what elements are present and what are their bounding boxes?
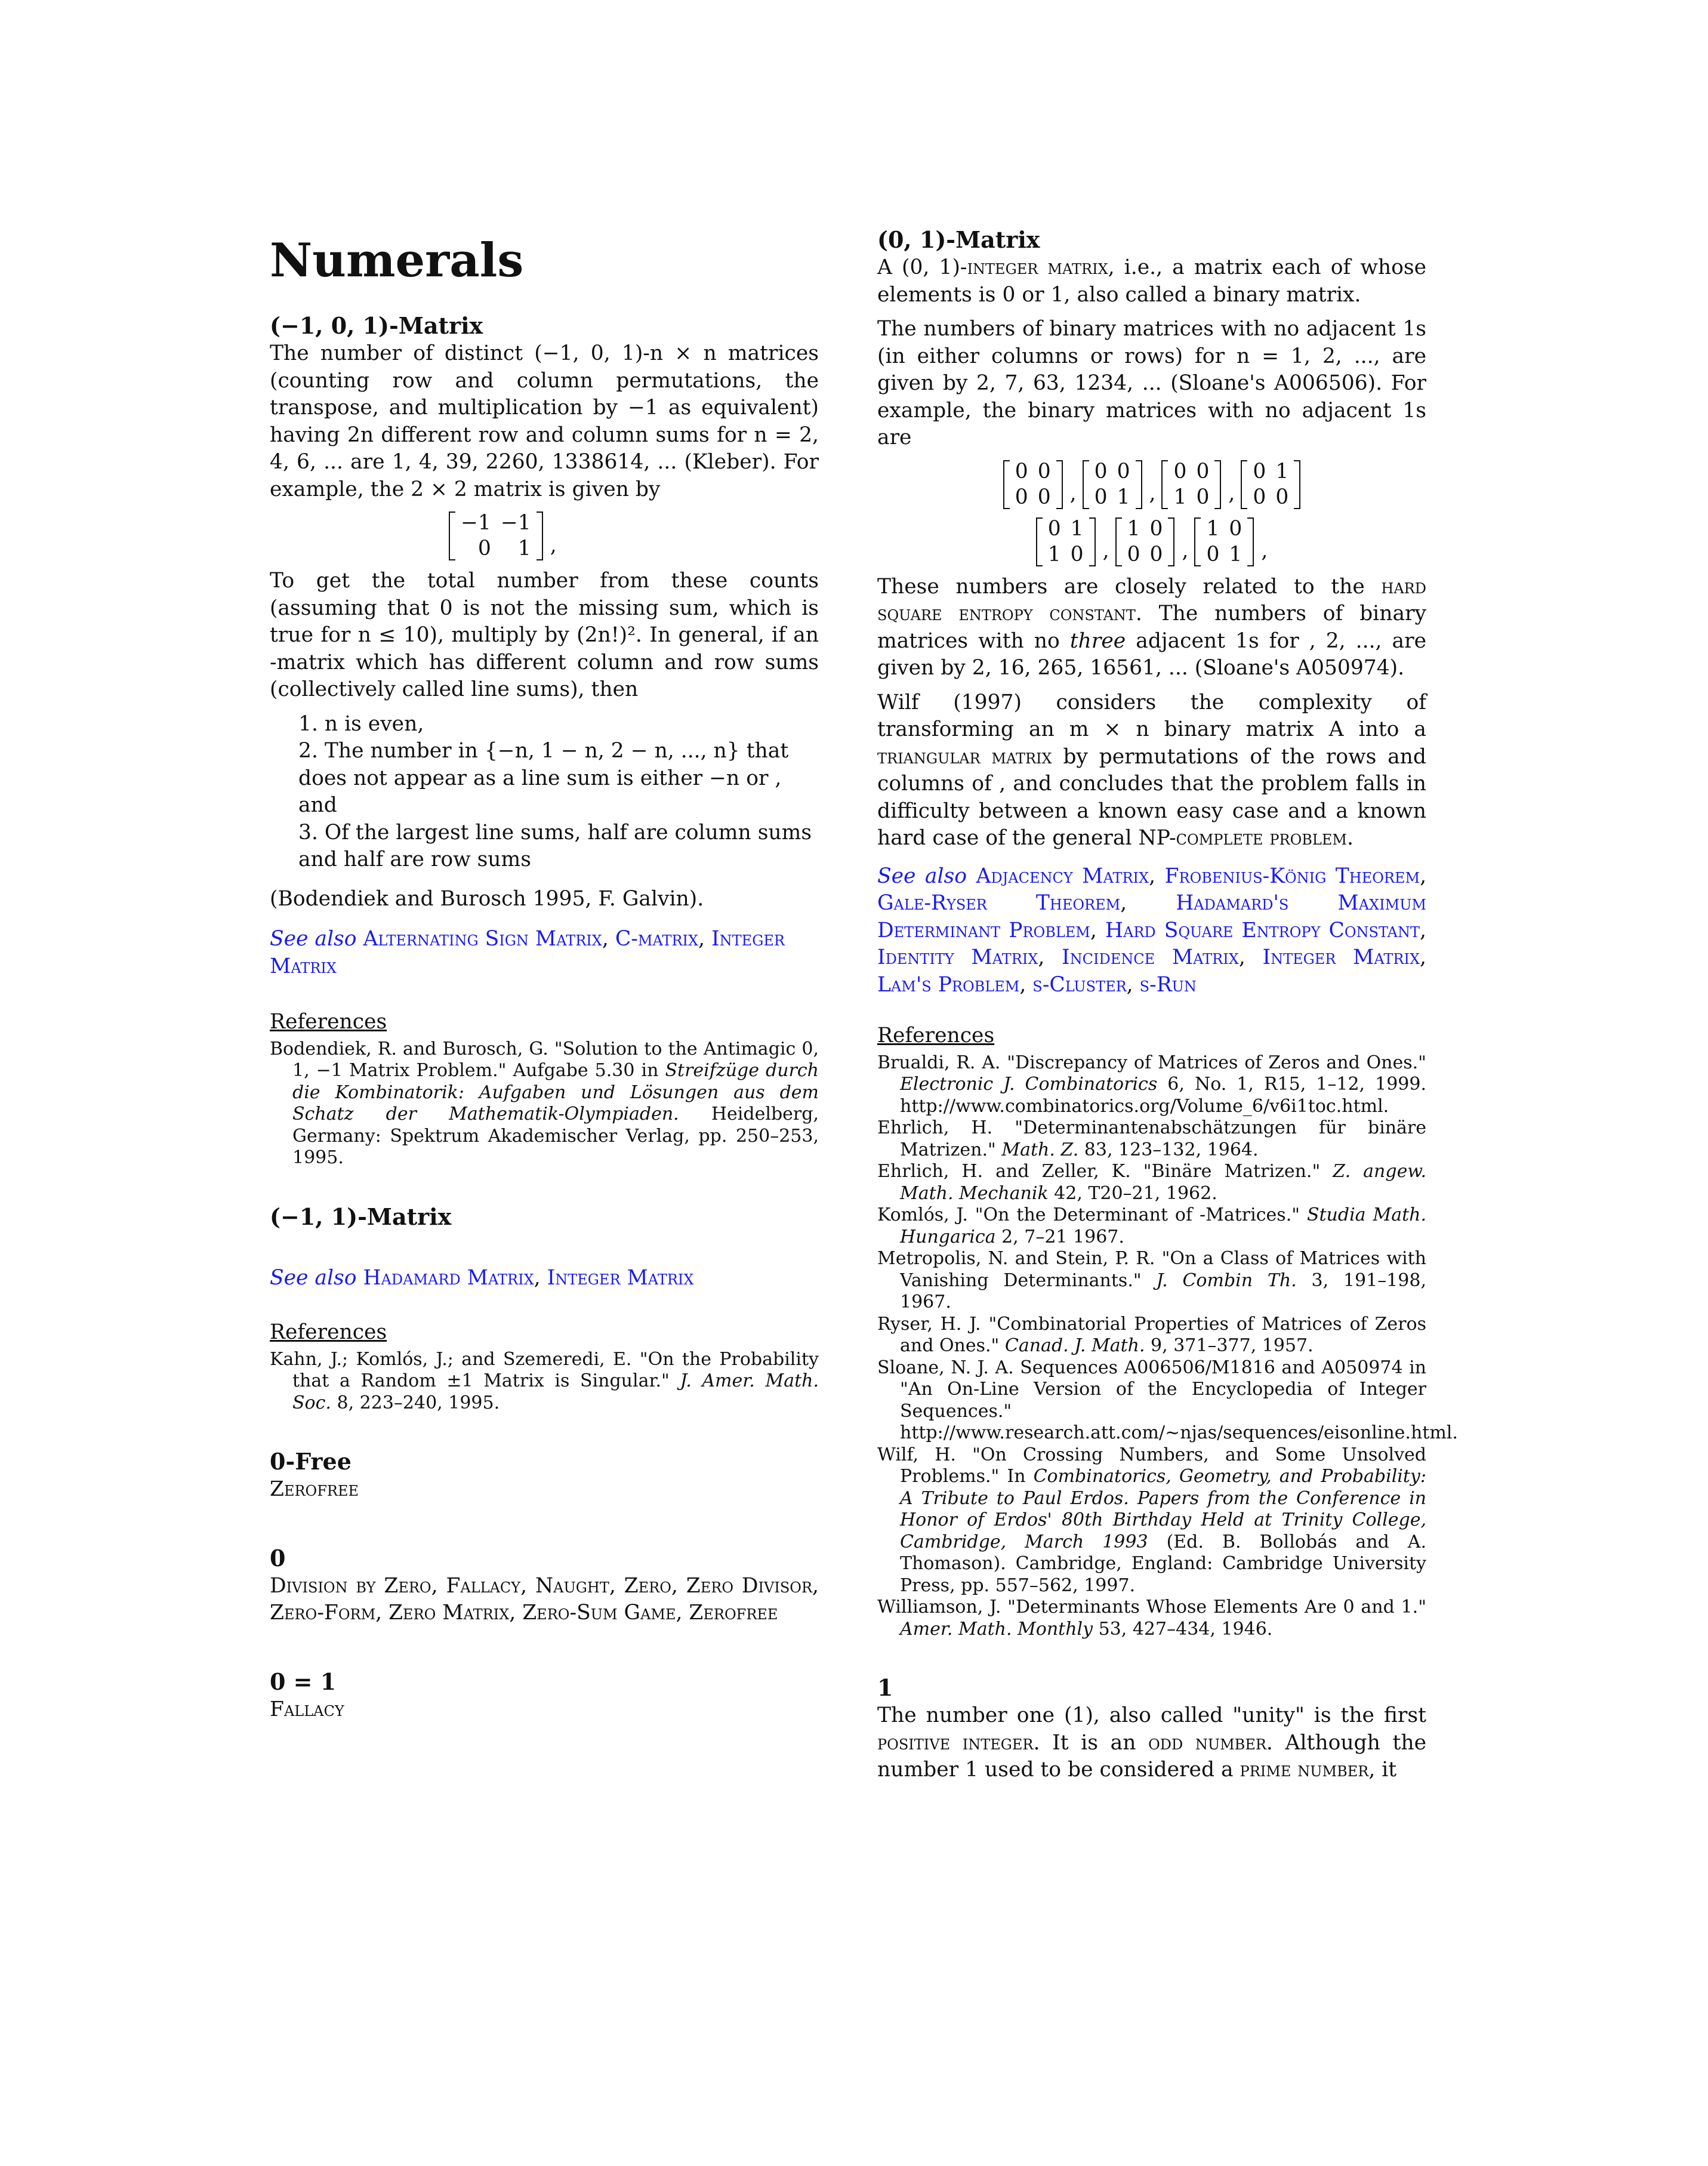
reference-item: Ehrlich, H. and Zeller, K. "Binäre Matrizen." Z. angew. Math. Mechanik 42, T20–21, 1962. bbox=[877, 1161, 1426, 1204]
link-complete-problem[interactable]: complete problem bbox=[1176, 826, 1347, 850]
entry-0-1-matrix bbox=[877, 226, 1458, 1640]
link-hard-square-entropy-constant[interactable]: Hard Square Entropy Constant bbox=[1105, 918, 1420, 942]
entry-minus1-0-1-matrix bbox=[270, 312, 819, 1169]
matrix: 1 0 0 1 bbox=[1194, 516, 1254, 568]
entry-1 bbox=[877, 1674, 1426, 1784]
reference-item: Ehrlich, H. "Determinantenabschätzungen für binäre Matrizen." Math. Z. 83, 123–132, 1964. bbox=[877, 1117, 1426, 1160]
matrix: 1 0 0 0 bbox=[1115, 516, 1175, 568]
matrix-example: −1 −1 0 1 , bbox=[449, 510, 819, 562]
link-adjacency-matrix[interactable]: Adjacency Matrix bbox=[976, 864, 1149, 888]
reference-item: Sloane, N. J. A. Sequences A006506/M1816 and A050974 in "An On-Line Version of the Encyclopedia of Integer Sequences." http://www.research.att.com/~njas/sequences/eisonline.html. bbox=[877, 1357, 1458, 1443]
reference-item: Bodendiek, R. and Burosch, G. "Solution to the Antimagic 0, 1, −1 Matrix Problem." Aufgabe 5.30 in Streifzüge durch die Kombinatorik: Aufgaben und Lösungen aus dem Schatz der Mathematik-Olympiaden. Heidelberg, Germany: Spektrum Akademischer Verlag, pp. 250–253, 1995. bbox=[270, 1038, 819, 1168]
link-hadamard-matrix[interactable]: Hadamard Matrix bbox=[363, 1265, 534, 1290]
entry-paragraph: (Bodendiek and Burosch 1995, F. Galvin). bbox=[270, 886, 704, 911]
entry-title: 0-Free bbox=[270, 1448, 352, 1475]
see-also-label: See also bbox=[270, 927, 357, 951]
matrix-list-row: 0 1 1 0 , 1 0 0 0 , 1 0 0 1 , bbox=[877, 516, 1426, 568]
entry-0 bbox=[270, 1544, 819, 1627]
list-item: 3. Of the largest line sums, half are column sums and half are row sums bbox=[298, 820, 812, 871]
link-hadamards-maximum-determinant-problem[interactable]: Hadamard's Maximum Determinant Problem bbox=[877, 891, 1426, 942]
matrix: 0 1 1 0 bbox=[1036, 516, 1096, 568]
link-integer-matrix[interactable]: Integer Matrix bbox=[1262, 945, 1420, 969]
entry-paragraph: To get the total number from these counts (assuming that 0 is not the missing sum, which is true for n ≤ 10), multiply by (2n!)². In general, if an -matrix which has different column and row sums (collectively called line sums), then bbox=[270, 569, 819, 701]
entry-paragraph: The numbers of binary matrices with no adjacent 1s (in either columns or rows) for n = 1, 2, ..., are given by 2, 7, 63, 1234, ... (Sloane's A006506). For example, the binary matrices with no adjacent 1s are bbox=[877, 317, 1426, 449]
matrix: 0 0 0 1 bbox=[1083, 459, 1142, 510]
link-integer-matrix[interactable]: integer matrix bbox=[967, 255, 1108, 279]
entry-paragraph: The number of distinct (−1, 0, 1)-n × n matrices (counting row and column permutations, the transpose, and multiplication by −1 as equivalent) having 2n different row and column sums for n = 2, 4, 6, ... are 1, 4, 39, 2260, 1338614, ... (Kleber). For example, the 2 × 2 matrix is given by bbox=[270, 341, 819, 501]
entry-title: 0 = 1 bbox=[270, 1668, 337, 1695]
link-integer-matrix[interactable]: Integer Matrix bbox=[547, 1265, 694, 1290]
entry-title: 0 bbox=[270, 1544, 286, 1572]
link-s-cluster[interactable]: s-Cluster bbox=[1032, 972, 1127, 997]
references-heading: References bbox=[270, 1320, 387, 1344]
matrix-cell: −1 bbox=[500, 511, 531, 535]
link-gale-ryser-theorem[interactable]: Gale-Ryser Theorem bbox=[877, 891, 1121, 915]
entry-paragraph: Wilf (1997) considers the complexity of transforming an m × n binary matrix A into a triangular matrix by permutations of the rows and columns of , and concludes that the problem falls in difficulty between a known easy case and a known hard case of the general NP-complete problem. bbox=[877, 690, 1426, 850]
matrix: 0 0 0 0 bbox=[1003, 459, 1063, 510]
matrix: 0 1 0 0 bbox=[1241, 459, 1300, 510]
see-also: See also Hadamard Matrix, Integer Matrix bbox=[270, 1265, 694, 1290]
matrix-cell: 1 bbox=[517, 537, 531, 560]
see-also-label: See also bbox=[877, 864, 967, 888]
matrix-cell: 0 bbox=[477, 537, 491, 560]
link-triangular-matrix[interactable]: triangular matrix bbox=[877, 744, 1052, 769]
link-hard-square-entropy-constant[interactable]: hard square entropy constant bbox=[877, 574, 1426, 626]
link-odd-number[interactable]: odd number bbox=[1148, 1730, 1266, 1755]
list-item: 1. n is even, bbox=[298, 711, 424, 736]
entry-0-equals-1 bbox=[270, 1668, 819, 1724]
link-prime-number[interactable]: prime number bbox=[1240, 1758, 1369, 1782]
matrix-list-row: 0 0 0 0 , 0 0 0 1 , 0 0 1 0 , 0 1 0 0 bbox=[877, 459, 1426, 510]
entry-paragraph: The number one (1), also called "unity" is the first positive integer. It is an odd number. Although the number 1 used to be considered a prime number, it bbox=[877, 1703, 1427, 1782]
reference-item: Wilf, H. "On Crossing Numbers, and Some Unsolved Problems." In Combinatorics, Geometry, and Probability: A Tribute to Paul Erdos. Papers from the Conference in Honor of Erdos' 80th Birthday Held at Trinity College, Cambridge, March 1993 (Ed. B. Bollobás and A. Thomason). Cambridge, England: Cambridge University Press, pp. 557–562, 1997. bbox=[877, 1444, 1426, 1596]
left-column bbox=[270, 227, 819, 1730]
entry-paragraph: These numbers are closely related to the hard square entropy constant. The numbers of binary matrices with no three adjacent 1s for , 2, ..., are given by 2, 16, 265, 16561, ... (Sloane's A050974). bbox=[877, 574, 1427, 680]
matrix bbox=[449, 510, 543, 562]
reference-item: Williamson, J. "Determinants Whose Elements Are 0 and 1." Amer. Math. Monthly 53, 427–434, 1946. bbox=[877, 1597, 1426, 1640]
reference-item: Kahn, J.; Komlós, J.; and Szemeredi, E. "On the Probability that a Random ±1 Matrix is Singular." J. Amer. Math. Soc. 8, 223–240, 1995. bbox=[270, 1348, 819, 1413]
entry-paragraph: A (0, 1)-integer matrix, i.e., a matrix each of whose elements is 0 or 1, also called a binary matrix. bbox=[877, 255, 1426, 307]
entry-title: (−1, 1)-Matrix bbox=[270, 1203, 452, 1230]
cross-reference[interactable]: Division by Zero, Fallacy, Naught, Zero, Zero Divisor, Zero-Form, Zero Matrix, Zero-Sum Game, Zerofree bbox=[270, 1573, 819, 1625]
cross-reference[interactable]: Fallacy bbox=[270, 1697, 344, 1721]
link-frobenius-konig-theorem[interactable]: Frobenius-König Theorem bbox=[1164, 864, 1420, 888]
right-column bbox=[877, 226, 1458, 1791]
reference-item: Komlós, J. "On the Determinant of -Matrices." Studia Math. Hungarica 2, 7–21 1967. bbox=[877, 1204, 1426, 1247]
matrix: 0 0 1 0 bbox=[1161, 459, 1221, 510]
link-lams-problem[interactable]: Lam's Problem bbox=[877, 972, 1020, 997]
link-alternating-sign-matrix[interactable]: Alternating Sign Matrix bbox=[363, 927, 602, 951]
see-also-label: See also bbox=[270, 1265, 357, 1290]
reference-item: Brualdi, R. A. "Discrepancy of Matrices of Zeros and Ones." Electronic J. Combinatorics 6, No. 1, R15, 1–12, 1999. http://www.combinatorics.org/Volume_6/v6i1toc.html. bbox=[877, 1052, 1426, 1117]
link-identity-matrix[interactable]: Identity Matrix bbox=[877, 945, 1038, 969]
link-c-matrix[interactable]: C-matrix bbox=[615, 927, 699, 951]
entry-0-free bbox=[270, 1447, 819, 1503]
entry-title: (0, 1)-Matrix bbox=[877, 226, 1040, 253]
entry-title: 1 bbox=[877, 1674, 893, 1701]
link-integer-matrix[interactable]: Integer Matrix bbox=[270, 927, 785, 978]
entry-minus1-1-matrix bbox=[270, 1203, 819, 1415]
link-positive-integer[interactable]: positive integer bbox=[877, 1730, 1034, 1755]
reference-item: Ryser, H. J. "Combinatorial Properties of Matrices of Zeros and Ones." Canad. J. Math. 9, 371–377, 1957. bbox=[877, 1313, 1426, 1356]
matrix-cell: −1 bbox=[461, 511, 491, 535]
link-incidence-matrix[interactable]: Incidence Matrix bbox=[1062, 945, 1239, 969]
list-item: 2. The number in {−n, 1 − n, 2 − n, ..., n} that does not appear as a line sum is either −n or , and bbox=[298, 739, 789, 817]
link-s-run[interactable]: s-Run bbox=[1139, 972, 1197, 997]
references-heading: References bbox=[270, 1010, 387, 1034]
see-also: See also Adjacency Matrix, Frobenius-König Theorem, Gale-Ryser Theorem, Hadamard's Maximum Determinant Problem, Hard Square Entropy Constant, Identity Matrix, Incidence Matrix, Integer Matrix, Lam's Problem, s-Cluster, s-Run bbox=[877, 864, 1427, 997]
page-title: Numerals bbox=[270, 233, 524, 288]
see-also: See also Alternating Sign Matrix, C-matrix, Integer Matrix bbox=[270, 927, 785, 978]
reference-item: Metropolis, N. and Stein, P. R. "On a Class of Matrices with Vanishing Determinants." J. Combin Th. 3, 191–198, 1967. bbox=[877, 1248, 1426, 1312]
cross-reference[interactable]: Zerofree bbox=[270, 1477, 359, 1501]
references-heading: References bbox=[877, 1024, 995, 1047]
entry-title: (−1, 0, 1)-Matrix bbox=[270, 312, 483, 339]
conditions-list bbox=[298, 711, 819, 874]
